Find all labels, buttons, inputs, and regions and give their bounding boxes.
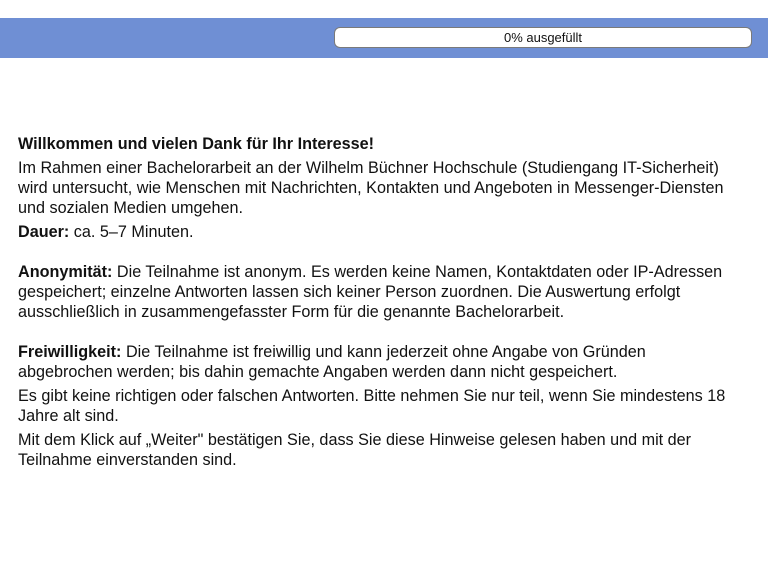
voluntary-text — [18, 342, 743, 382]
voluntary-label: Freiwilligkeit: — [18, 343, 122, 361]
progress-label: 0% ausgefüllt — [503, 30, 583, 45]
duration-label: Dauer: — [18, 223, 70, 241]
page-title: Willkommen und vielen Dank für Ihr Interesse! — [18, 135, 375, 153]
spacer — [18, 322, 743, 342]
welcome-content — [18, 134, 743, 474]
anonymity-value: Die Teilnahme ist anonym. Es werden keine Namen, Kontaktdaten oder IP-Adressen gespeichert; einzelne Antworten lassen sich keiner Person zuordnen. Die Auswertung erfolgt ausschließlich in zusammengefasster Form für die genannte Bachelorarbeit. — [18, 263, 723, 321]
progress-bar — [334, 27, 752, 48]
intro-text: Im Rahmen einer Bachelorarbeit an der Wilhelm Büchner Hochschule (Studiengang IT-Sicherheit) wird untersucht, wie Menschen mit Nachrichten, Kontakten und Angeboten in Messenger-Diensten und sozialen Medien umgehen. — [18, 159, 724, 217]
consent-text: Mit dem Klick auf „Weiter" bestätigen Sie, dass Sie diese Hinweise gelesen haben und mit der Teilnahme einverstanden sind. — [18, 431, 692, 469]
voluntary-value: Die Teilnahme ist freiwillig und kann jederzeit ohne Angabe von Gründen abgebrochen werden; bis dahin gemachte Angaben werden dann nicht gespeichert. — [18, 343, 646, 381]
duration-text — [18, 222, 743, 242]
duration-value: ca. 5–7 Minuten. — [69, 223, 194, 241]
anonymity-text — [18, 262, 743, 322]
anonymity-label: Anonymität: — [18, 263, 113, 281]
spacer — [18, 242, 743, 262]
age-notice-text: Es gibt keine richtigen oder falschen Antworten. Bitte nehmen Sie nur teil, wenn Sie mindestens 18 Jahre alt sind. — [18, 387, 726, 425]
